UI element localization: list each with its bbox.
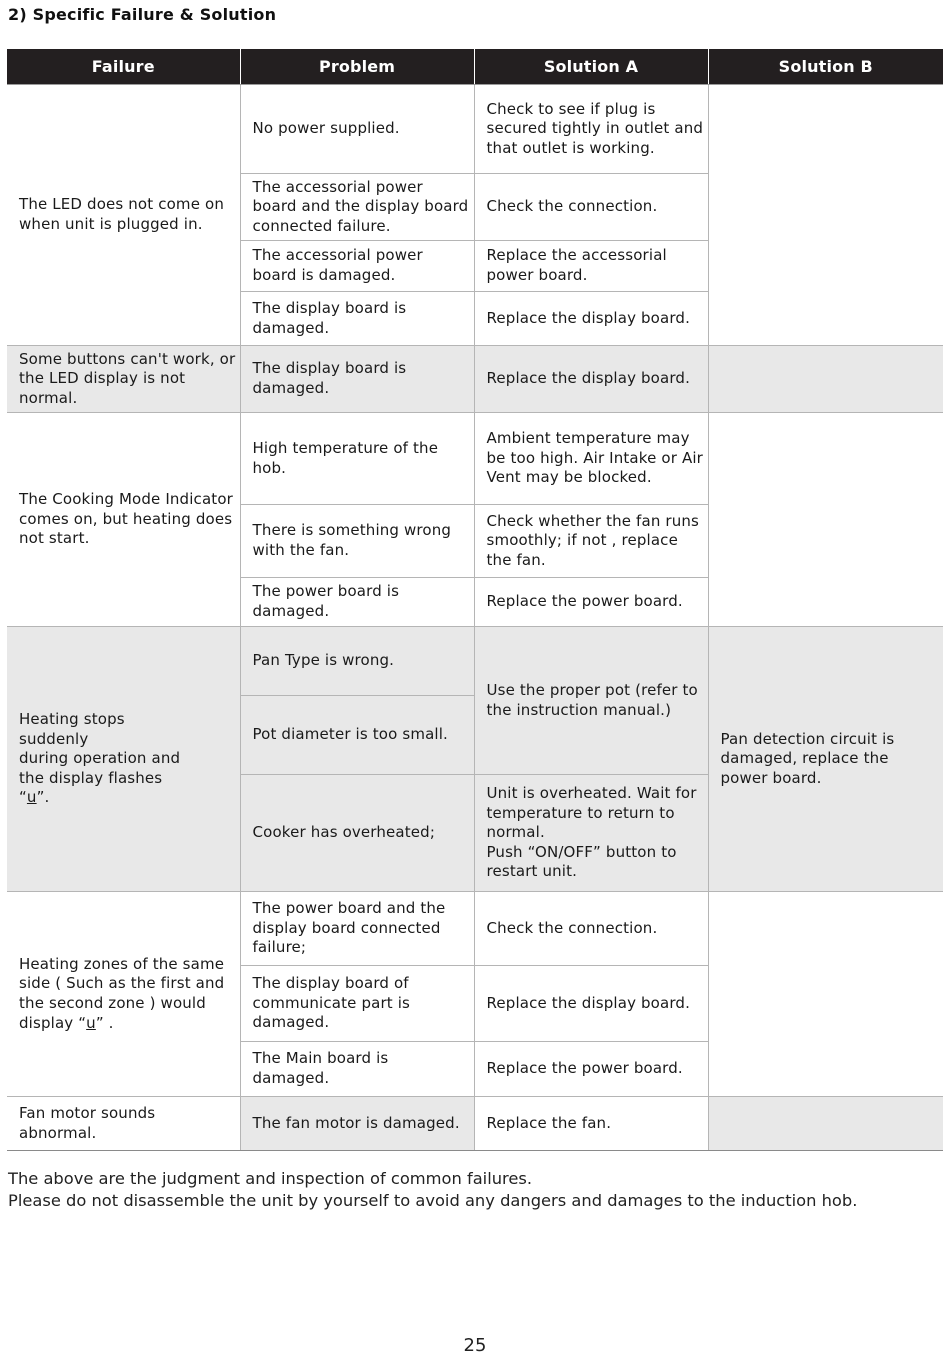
quote-open: “ (19, 788, 27, 807)
solution-a-cell: Check the connection. (474, 892, 708, 966)
table-row (7, 892, 943, 966)
table-row (7, 1097, 943, 1151)
problem-cell: The accessorial power board and the display board connected failure. (240, 174, 474, 241)
problem-cell: The power board and the display board connected failure; (240, 892, 474, 966)
solution-a-cell: Replace the fan. (474, 1097, 708, 1151)
header-failure: Failure (7, 49, 240, 85)
failure-cell: Fan motor sounds abnormal. (7, 1097, 240, 1151)
footer-line-2: Please do not disassemble the unit by yourself to avoid any dangers and damages to the induction hob. (8, 1191, 858, 1210)
table-row (7, 413, 943, 505)
solution-a-cell: Check the connection. (474, 174, 708, 241)
u-symbol: u (26, 788, 37, 807)
failure-cell: The Cooking Mode Indicator comes on, but heating does not start. (7, 413, 240, 627)
problem-cell: The Main board is damaged. (240, 1042, 474, 1097)
solution-b-cell: Pan detection circuit is damaged, replace the power board. (708, 627, 943, 892)
solution-a-cell: Check whether the fan runs smoothly; if not , replace the fan. (474, 505, 708, 578)
solution-a-cell: Use the proper pot (refer to the instruction manual.) (474, 627, 708, 775)
problem-cell: The display board of communicate part is damaged. (240, 966, 474, 1042)
solution-b-cell (708, 85, 943, 346)
table-row (7, 346, 943, 413)
header-problem: Problem (240, 49, 474, 85)
problem-cell: There is something wrong with the fan. (240, 505, 474, 578)
u-symbol: u (86, 1013, 96, 1032)
problem-cell: Cooker has overheated; (240, 775, 474, 892)
solution-a-line: Unit is overheated. Wait for temperature to return to normal. (486, 784, 697, 842)
solution-a-cell: Replace the display board. (474, 966, 708, 1042)
problem-cell: The fan motor is damaged. (240, 1097, 474, 1151)
solution-a-cell: Replace the power board. (474, 1042, 708, 1097)
problem-cell: The power board is damaged. (240, 578, 474, 627)
problem-cell: High temperature of the hob. (240, 413, 474, 505)
solution-a-line: Push “ON/OFF” button to restart unit. (486, 842, 677, 881)
header-solution-b: Solution B (708, 49, 943, 85)
failure-text: Heating zones of the same side ( Such as the first and the second zone ) would display “ (19, 954, 225, 1032)
solution-a-cell: Replace the display board. (474, 346, 708, 413)
problem-cell: The accessorial power board is damaged. (240, 241, 474, 292)
table-row (7, 627, 943, 696)
table-header-row (7, 49, 943, 85)
problem-cell: No power supplied. (240, 85, 474, 174)
solution-a-cell: Replace the accessorial power board. (474, 241, 708, 292)
footer-line-1: The above are the judgment and inspection of common failures. (8, 1169, 533, 1188)
failure-line: Heating stops (19, 710, 125, 729)
solution-a-cell: Replace the power board. (474, 578, 708, 627)
page-number: 25 (463, 1335, 487, 1356)
failure-cell (7, 892, 240, 1097)
header-solution-a: Solution A (474, 49, 708, 85)
quote-close: ”. (36, 788, 50, 807)
failure-cell: The LED does not come on when unit is plugged in. (7, 85, 240, 346)
failure-line: during operation and (19, 749, 181, 768)
problem-cell: The display board is damaged. (240, 292, 474, 346)
problem-cell: Pot diameter is too small. (240, 696, 474, 775)
table-row (7, 85, 943, 174)
solution-b-cell (708, 1097, 943, 1151)
solution-b-cell (708, 346, 943, 413)
footer-note (8, 1168, 948, 1212)
failure-line: the display flashes (19, 768, 163, 787)
failure-cell: Some buttons can't work, or the LED display is not normal. (7, 346, 240, 413)
problem-cell: The display board is damaged. (240, 346, 474, 413)
solution-a-cell: Check to see if plug is secured tightly in outlet and that outlet is working. (474, 85, 708, 174)
section-title: 2) Specific Failure & Solution (8, 5, 277, 24)
solution-b-cell (708, 892, 943, 1097)
failure-line: suddenly (19, 729, 89, 748)
failure-solution-table (7, 49, 943, 1151)
failure-text-end: ” . (95, 1013, 114, 1032)
solution-b-cell (708, 413, 943, 627)
problem-cell: Pan Type is wrong. (240, 627, 474, 696)
solution-a-cell: Ambient temperature may be too high. Air Intake or Air Vent may be blocked. (474, 413, 708, 505)
solution-a-cell: Replace the display board. (474, 292, 708, 346)
failure-cell (7, 627, 240, 892)
solution-a-cell (474, 775, 708, 892)
